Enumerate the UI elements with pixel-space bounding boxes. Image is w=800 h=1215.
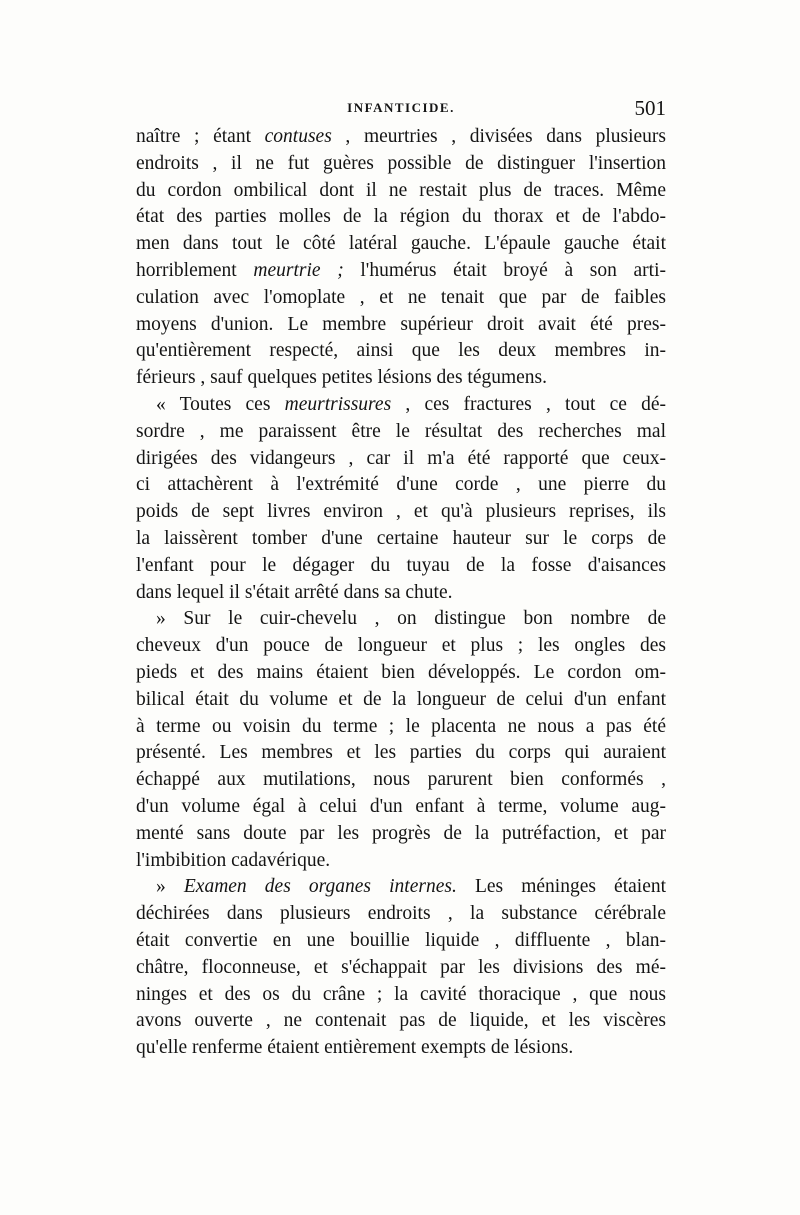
text-line xyxy=(136,982,666,1009)
text-run: échappé aux mutilations, nous parurent bien conformés , xyxy=(136,769,666,791)
text-line xyxy=(136,124,666,151)
text-run: pieds et des mains étaient bien développés. Le cordon om- xyxy=(136,661,666,683)
text-line xyxy=(136,901,666,928)
text-line xyxy=(136,472,666,499)
text-run: qu'entièrement respecté, ainsi que les deux membres in- xyxy=(136,340,666,362)
text-line xyxy=(136,1008,666,1035)
text-run: dirigées des vidangeurs , car il m'a été rapporté que ceux- xyxy=(136,447,666,469)
text-run: la laissèrent tomber d'une certaine hauteur sur le corps de xyxy=(136,527,666,549)
text-line xyxy=(136,204,666,231)
text-line xyxy=(136,499,666,526)
text-run: Les méninges étaient xyxy=(456,876,667,898)
text-line xyxy=(136,392,666,419)
text-run: , ces fractures , tout ce dé- xyxy=(391,393,666,415)
text-run: naître ; étant xyxy=(136,126,265,147)
text-line xyxy=(136,955,666,982)
text-run: présenté. Les membres et les parties du corps qui auraient xyxy=(136,742,666,764)
page-number: 501 xyxy=(634,96,666,120)
text-line xyxy=(136,606,666,633)
text-line xyxy=(136,794,666,821)
text-line xyxy=(136,231,666,258)
text-line xyxy=(136,419,666,446)
text-run: horriblement xyxy=(136,259,254,281)
text-run: état des parties molles de la région du thorax et de l'abdo- xyxy=(136,206,666,228)
text-line xyxy=(136,821,666,848)
text-line xyxy=(136,446,666,473)
text-line xyxy=(136,580,666,607)
text-line xyxy=(136,848,666,875)
text-run: cheveux d'un pouce de longueur et plus ; les ongles des xyxy=(136,635,666,657)
text-run: l'humérus était broyé à son arti- xyxy=(343,259,666,281)
text-line xyxy=(136,928,666,955)
text-run: était convertie en une bouillie liquide , diffluente , blan- xyxy=(136,929,666,951)
text-line xyxy=(136,874,666,901)
text-run: ci attachèrent à l'extrémité d'une corde , une pierre du xyxy=(136,474,666,496)
text-run: à terme ou voisin du terme ; le placenta ne nous a pas été xyxy=(136,715,666,737)
text-run: ninges et des os du crâne ; la cavité thoracique , que nous xyxy=(136,983,666,1005)
text-run: sordre , me paraissent être le résultat des recherches mal xyxy=(136,420,666,442)
text-run: d'un volume égal à celui d'un enfant à terme, volume aug- xyxy=(136,795,666,817)
text-line xyxy=(136,687,666,714)
text-run: avons ouverte , ne contenait pas de liquide, et les viscères xyxy=(136,1010,666,1032)
text-line xyxy=(136,338,666,365)
text-run: bilical était du volume et de la longueur de celui d'un enfant xyxy=(136,688,666,710)
text-line xyxy=(136,767,666,794)
italic-run: meurtrie ; xyxy=(253,259,344,281)
text-run: l'enfant pour le dégager du tuyau de la fosse d'aisances xyxy=(136,554,666,576)
text-run: poids de sept livres environ , et qu'à plusieurs reprises, ils xyxy=(136,501,666,523)
text-line xyxy=(136,365,666,392)
italic-run: meurtrissures xyxy=(284,393,392,415)
text-run: dans lequel il s'était arrêté dans sa chute. xyxy=(136,581,453,603)
body-text xyxy=(136,124,666,1062)
text-line xyxy=(136,178,666,205)
text-run: moyens d'union. Le membre supérieur droit avait été pres- xyxy=(136,313,666,335)
text-line xyxy=(136,633,666,660)
text-run: l'imbibition cadavérique. xyxy=(136,849,331,871)
text-line xyxy=(136,714,666,741)
text-run: menté sans doute par les progrès de la putréfaction, et par xyxy=(136,822,666,844)
text-run: châtre, floconneuse, et s'échappait par les divisions des mé- xyxy=(136,956,666,978)
italic-run: Examen des organes internes. xyxy=(183,876,457,898)
text-run: endroits , il ne fut guères possible de distinguer l'insertion xyxy=(136,152,666,174)
text-line xyxy=(136,258,666,285)
text-run: men dans tout le côté latéral gauche. L'épaule gauche était xyxy=(136,233,666,255)
running-title: INFANTICIDE. xyxy=(347,100,455,115)
text-line xyxy=(136,660,666,687)
text-run: férieurs , sauf quelques petites lésions des tégumens. xyxy=(136,367,548,389)
text-line xyxy=(136,526,666,553)
text-line xyxy=(136,312,666,339)
text-line xyxy=(136,740,666,767)
text-run: , meurtries , divisées dans plusieurs xyxy=(331,126,666,147)
text-line xyxy=(136,553,666,580)
text-line xyxy=(136,1035,666,1062)
text-run: « Toutes ces xyxy=(156,393,285,415)
italic-run: contuses xyxy=(264,126,332,147)
text-line xyxy=(136,151,666,178)
text-run: du cordon ombilical dont il ne restait plus de traces. Même xyxy=(136,179,666,201)
text-run: » Sur le cuir-chevelu , on distingue bon nombre de xyxy=(156,608,666,630)
text-run: culation avec l'omoplate , et ne tenait que par de faibles xyxy=(136,286,666,308)
running-head xyxy=(136,96,666,126)
text-run: » xyxy=(156,876,184,898)
text-run: qu'elle renferme étaient entièrement exempts de lésions. xyxy=(136,1037,574,1059)
text-run: déchirées dans plusieurs endroits , la substance cérébrale xyxy=(136,903,666,925)
text-line xyxy=(136,285,666,312)
